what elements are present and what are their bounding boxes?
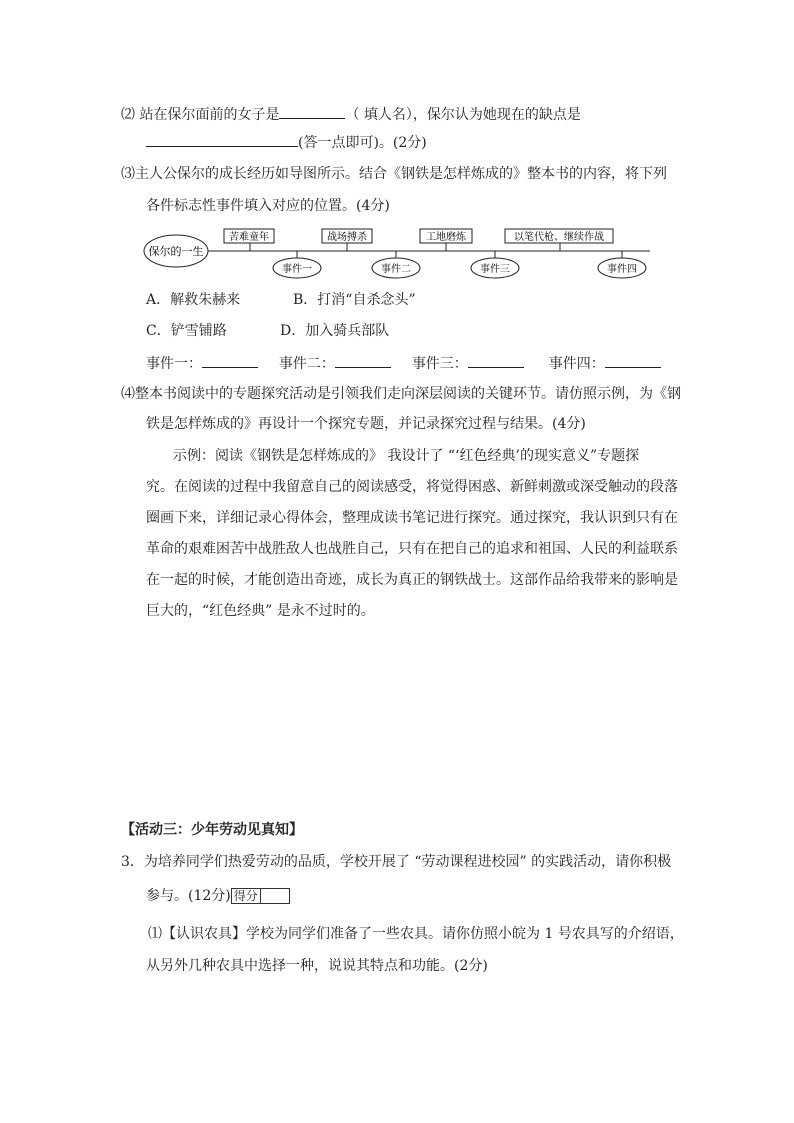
growth-mind-map bbox=[140, 224, 660, 284]
score-label-box: 得分 bbox=[231, 888, 261, 904]
option-c: C．铲雪铺路 bbox=[146, 323, 227, 339]
q4-prompt-line-2: 铁是怎样炼成的》再设计一个探究专题，并记录探究过程与结果。(4分) bbox=[146, 416, 586, 432]
event-label-1: 事件一 bbox=[282, 264, 312, 275]
q3-prompt-line-1: ⑶主人公保尔的成长经历如导图所示。结合《钢铁是怎样炼成的》整本书的内容，将下列 bbox=[121, 166, 667, 182]
answer-blank-shortcoming[interactable] bbox=[146, 132, 298, 147]
q2-text-c: (答一点即可)。(2分) bbox=[298, 135, 427, 151]
q3-main-text: 参与。(12分) bbox=[146, 888, 231, 904]
event-2-blank[interactable] bbox=[335, 353, 391, 368]
event-label-3: 事件三 bbox=[480, 264, 510, 275]
event-2-label: 事件二： bbox=[278, 356, 335, 372]
q4-prompt-line-1: ⑷整本书阅读中的专题探究活动是引领我们走向深层阅读的关键环节。请仿照示例，为《钢 bbox=[121, 386, 681, 402]
answer-blank-name[interactable] bbox=[279, 104, 345, 119]
example-line-6: 巨大的，“红色经典” 是永不过时的。 bbox=[146, 603, 375, 619]
event-label-2: 事件二 bbox=[381, 264, 411, 275]
event-3-blank[interactable] bbox=[468, 353, 524, 368]
stage-label-childhood: 苦难童年 bbox=[229, 232, 269, 243]
option-b: B．打消“自杀念头” bbox=[293, 292, 416, 308]
option-a: A．解救朱赫来 bbox=[146, 292, 241, 308]
event-answers-row bbox=[146, 353, 661, 374]
example-line-3: 圈画下来，详细记录心得体会，整理成读书笔记进行探究。通过探究，我认识到只有在 bbox=[146, 510, 678, 526]
example-line-1: 示例：阅读《钢铁是怎样炼成的》 我设计了 “‘红色经典’的现实意义”专题探 bbox=[173, 448, 640, 464]
q2-text-b: （ 填人名），保尔认为她现在的缺点是 bbox=[345, 107, 581, 123]
stage-label-writing: 以笔代枪、继续作战 bbox=[514, 232, 604, 243]
score-input-cell[interactable] bbox=[261, 888, 290, 904]
event-4-blank[interactable] bbox=[605, 353, 661, 368]
sub1-line-1: ⑴【认识农具】学校为同学们准备了一些农具。请你仿照小皖为 1 号农具写的介绍语， bbox=[148, 926, 684, 942]
q3-main-line-1: 3．为培养同学们热爱劳动的品质，学校开展了 “劳动课程进校园” 的实践活动，请你积极 bbox=[121, 854, 672, 870]
example-line-2: 究。在阅读的过程中我留意自己的阅读感受，将觉得困惑、新鲜刺激或深受触动的段落 bbox=[146, 479, 678, 495]
q2-text-a: ⑵ 站在保尔面前的女子是 bbox=[121, 107, 280, 123]
option-d: D．加入骑兵部队 bbox=[280, 323, 390, 339]
q3-prompt-line-2: 各件标志性事件填入对应的位置。(4分) bbox=[146, 198, 390, 214]
start-node-label: 保尔的一生 bbox=[148, 245, 204, 258]
event-1-blank[interactable] bbox=[202, 353, 258, 368]
event-4-label: 事件四： bbox=[548, 356, 605, 372]
stage-label-worksite: 工地磨炼 bbox=[426, 232, 466, 243]
activity-3-heading: 【活动三：少年劳动见真知】 bbox=[121, 822, 303, 838]
q3-main-line-2 bbox=[146, 886, 290, 906]
example-line-4: 革命的艰难困苦中战胜敌人也战胜自己，只有在把自己的追求和祖国、人民的利益联系 bbox=[146, 541, 678, 557]
sub1-line-2: 从另外几种农具中选择一种，说说其特点和功能。(2分) bbox=[146, 958, 488, 974]
stage-label-battlefield: 战场搏杀 bbox=[327, 232, 367, 243]
q2-line-1 bbox=[121, 104, 581, 125]
q2-line-2 bbox=[146, 132, 427, 153]
example-line-5: 在一起的时候，才能创造出奇迹，成长为真正的钢铁战士。这部作品给我带来的影响是 bbox=[146, 572, 678, 588]
event-1-label: 事件一： bbox=[146, 356, 202, 372]
event-3-label: 事件三： bbox=[411, 356, 468, 372]
event-label-4: 事件四 bbox=[607, 264, 637, 275]
